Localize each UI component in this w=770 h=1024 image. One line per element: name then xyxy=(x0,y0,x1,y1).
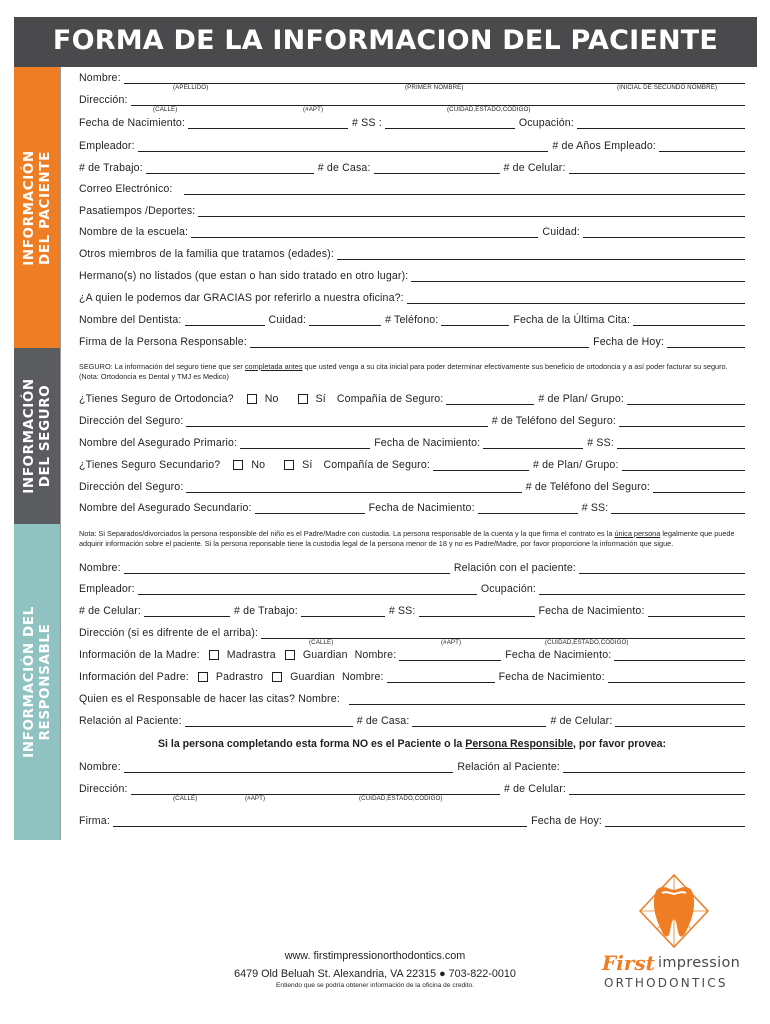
input-fecha-nac-sec[interactable] xyxy=(478,503,578,514)
label-ss-sec: # SS: xyxy=(581,502,609,514)
label-si: Sí xyxy=(315,393,326,405)
label-direccion-seguro: Dirección del Seguro: xyxy=(79,415,184,427)
sub-apellido: (APELLIDO) xyxy=(173,84,209,91)
field-padre xyxy=(79,669,745,685)
label-madre-nombre: Nombre: xyxy=(354,649,397,661)
label-seguro-ortodoncia: ¿Tienes Seguro de Ortodoncia? xyxy=(79,393,234,405)
sub-inicial: (INICIAL DE SECUNDO NOMBRE) xyxy=(617,84,718,91)
sub-ciudad: (CUIDAD,ESTADO,CODIGO) xyxy=(447,106,531,113)
label-resp-trabajo: # de Trabajo: xyxy=(234,605,298,617)
input-gracias[interactable] xyxy=(407,293,745,304)
completing-heading xyxy=(79,738,745,750)
field-fecha-ss-ocupacion xyxy=(79,115,745,131)
checkbox-ortodoncia-si[interactable] xyxy=(298,394,308,404)
tooth-logo-icon xyxy=(638,873,710,949)
checkbox-guardian-madre[interactable] xyxy=(285,650,295,660)
label-padre-nombre: Nombre: xyxy=(341,671,384,683)
input-resp-relacion[interactable] xyxy=(579,563,745,574)
field-dentista xyxy=(79,312,745,328)
label-no: No xyxy=(264,393,279,405)
label-comp-fecha-hoy: Fecha de Hoy: xyxy=(531,815,602,827)
label-nombre: Nombre: xyxy=(79,72,121,84)
field-direccion-seguro-sec xyxy=(79,479,745,495)
input-telefono-seguro-sec[interactable] xyxy=(653,482,745,493)
field-asegurado-primario xyxy=(79,435,745,451)
checkbox-secundario-no[interactable] xyxy=(233,460,243,470)
label-fecha-hoy: Fecha de Hoy: xyxy=(593,336,664,348)
input-empleador[interactable] xyxy=(138,141,549,152)
sub-primer-nombre: (PRIMER NOMBRE) xyxy=(405,84,464,91)
logo-orthodontics: ORTHODONTICS xyxy=(604,976,728,990)
input-comp-direccion[interactable] xyxy=(131,784,500,795)
sub-comp-ciudad: (CUIDAD,ESTADO,CODIGO) xyxy=(359,795,443,802)
label-direccion-seguro-sec: Dirección del Seguro: xyxy=(79,481,184,493)
label-direccion: Dirección: xyxy=(79,94,128,106)
completing-heading-b: , por favor provea: xyxy=(573,738,667,750)
input-plan[interactable] xyxy=(627,394,745,405)
label-quien-citas: Quien es el Responsable de hacer las citas? Nombre: xyxy=(79,693,340,705)
label-compania-sec: Compañía de Seguro: xyxy=(323,459,430,471)
label-hermanos: Hermano(s) no listados (que estan o han sido tratado en otro lugar): xyxy=(79,270,409,282)
input-resp-trabajo[interactable] xyxy=(301,606,385,617)
field-correo xyxy=(79,181,745,197)
field-direccion-paciente xyxy=(79,92,745,113)
insurance-note xyxy=(79,362,747,381)
completing-heading-a: Si la persona completando esta forma NO es el Paciente o la xyxy=(157,738,463,750)
responsible-note-underline: única persona xyxy=(614,529,661,538)
field-comp-nombre xyxy=(79,759,745,775)
label-ocupacion: Ocupación: xyxy=(518,117,574,129)
input-otros-miembros[interactable] xyxy=(337,249,745,260)
label-ss-asegurado: # SS: xyxy=(587,437,614,449)
input-ciudad-dentista[interactable] xyxy=(309,315,381,326)
section-divider xyxy=(60,67,61,348)
sub-resp-calle: (CALLE) xyxy=(309,639,334,646)
field-comp-firma xyxy=(79,813,745,829)
label-fecha-nac-sec: Fecha de Nacimiento: xyxy=(368,502,475,514)
sub-calle: (CALLE) xyxy=(153,106,178,113)
insurance-note-b: que usted venga a su cita inicial para poder determinar efectivamente sus beneficio de ortodoncia y a así poder facturar su seguro. (Nota: Ortodoncia es Dental y TMJ es Medico) xyxy=(79,362,728,381)
label-celular-resp: # de Celular: xyxy=(550,715,613,727)
field-firma-responsable xyxy=(79,334,745,350)
label-anos-empleado: # de Años Empleado: xyxy=(552,140,656,152)
input-telefono-dentista[interactable] xyxy=(441,315,509,326)
section-tab-responsable-line2: RESPONSABLE xyxy=(37,623,54,741)
section-tab-paciente xyxy=(14,67,60,348)
label-comp-firma: Firma: xyxy=(79,815,110,827)
label-resp-direccion: Dirección (si es difrente de el arriba): xyxy=(79,627,259,639)
label-compania: Compañía de Seguro: xyxy=(336,393,444,405)
responsible-note-b: legalmente que puede adquirir información sobre el paciente. Si la persona reponsable tiene la custodia legal de la persona menor de 18 y no es Padre/Madre, por favor proporcione la información que sigue. xyxy=(79,529,735,548)
input-ss[interactable] xyxy=(385,118,515,129)
label-empleador: Empleador: xyxy=(79,140,135,152)
input-telefono-seguro[interactable] xyxy=(619,416,745,427)
field-gracias xyxy=(79,290,745,306)
input-resp-celular[interactable] xyxy=(144,606,230,617)
label-comp-celular: # de Celular: xyxy=(503,783,566,795)
input-asegurado-sec[interactable] xyxy=(255,503,365,514)
label-guardian-padre: Guardian xyxy=(290,671,335,683)
input-correo[interactable] xyxy=(184,184,745,195)
input-celular[interactable] xyxy=(569,163,745,174)
input-comp-celular[interactable] xyxy=(569,784,745,795)
label-ciudad-escuela: Cuidad: xyxy=(542,226,580,238)
input-resp-nombre[interactable] xyxy=(124,563,450,574)
label-ultima-cita: Fecha de la Última Cita: xyxy=(513,314,631,326)
input-ss-sec[interactable] xyxy=(611,503,745,514)
section-tab-seguro xyxy=(14,348,60,524)
label-padre-fecha-nac: Fecha de Nacimiento: xyxy=(498,671,605,683)
checkbox-padrastro[interactable] xyxy=(198,672,208,682)
label-si-sec: Sí xyxy=(302,459,313,471)
field-comp-direccion xyxy=(79,781,745,802)
section-tab-seguro-line1: INFORMACIÓN xyxy=(21,378,38,494)
input-hermanos[interactable] xyxy=(411,271,745,282)
label-resp-empleador: Empleador: xyxy=(79,583,135,595)
label-pasatiempos: Pasatiempos /Deportes: xyxy=(79,205,196,217)
field-quien-citas xyxy=(79,691,745,707)
checkbox-ortodoncia-no[interactable] xyxy=(247,394,257,404)
field-hermanos xyxy=(79,268,745,284)
label-trabajo: # de Trabajo: xyxy=(79,162,143,174)
label-padrastro: Padrastro xyxy=(215,671,264,683)
input-firma-responsable[interactable] xyxy=(250,337,589,348)
label-padre: Información del Padre: xyxy=(79,671,189,683)
field-nombre-paciente xyxy=(79,70,745,91)
label-guardian-madre: Guardian xyxy=(302,649,348,661)
input-resp-empleador[interactable] xyxy=(138,584,477,595)
insurance-note-a: SEGURO: La información del seguro tiene que ser xyxy=(79,362,243,371)
input-plan-sec[interactable] xyxy=(622,460,745,471)
input-compania-sec[interactable] xyxy=(433,460,529,471)
label-resp-celular: # de Celular: xyxy=(79,605,142,617)
section-tab-seguro-line2: DEL SEGURO xyxy=(37,384,54,488)
input-direccion-seguro-sec[interactable] xyxy=(186,482,521,493)
field-resp-telefonos xyxy=(79,603,745,619)
company-logo xyxy=(596,873,756,997)
field-resp-direccion xyxy=(79,625,745,646)
responsible-note-a: Nota: Si Separados/divorciados la persona responsible del niño es el Padre/Madre con custodia. La persona responsable de la cuenta y la que firma el contrato es la xyxy=(79,529,613,538)
input-madre-fecha-nac[interactable] xyxy=(614,650,745,661)
input-nombre[interactable] xyxy=(124,73,745,84)
sub-comp-apt: (#APT) xyxy=(245,795,266,802)
input-direccion-seguro[interactable] xyxy=(186,416,487,427)
input-quien-citas[interactable] xyxy=(349,694,745,705)
label-telefono-seguro-sec: # de Teléfono del Seguro: xyxy=(525,481,650,493)
checkbox-secundario-si[interactable] xyxy=(284,460,294,470)
input-resp-ocupacion[interactable] xyxy=(539,584,745,595)
label-telefono-dentista: # Teléfono: xyxy=(385,314,439,326)
section-divider xyxy=(60,348,61,524)
insurance-note-underline: completada antes xyxy=(244,362,303,371)
input-pasatiempos[interactable] xyxy=(198,206,745,217)
label-escuela: Nombre de la escuela: xyxy=(79,226,189,238)
input-resp-direccion[interactable] xyxy=(261,628,745,639)
label-resp-ss: # SS: xyxy=(388,605,416,617)
sub-resp-ciudad: (CUIDAD,ESTADO,CODIGO) xyxy=(545,639,629,646)
label-plan-sec: # de Plan/ Grupo: xyxy=(532,459,619,471)
input-dentista[interactable] xyxy=(185,315,265,326)
label-otros-miembros: Otros miembros de la familia que tratamos (edades): xyxy=(79,248,334,260)
field-asegurado-secundario xyxy=(79,500,745,516)
label-resp-fecha-nac: Fecha de Nacimiento: xyxy=(538,605,645,617)
label-madre: Información de la Madre: xyxy=(79,649,200,661)
input-compania[interactable] xyxy=(446,394,534,405)
field-resp-nombre xyxy=(79,560,745,576)
input-ocupacion[interactable] xyxy=(577,118,745,129)
label-ss: # SS : xyxy=(352,117,382,129)
input-casa-resp[interactable] xyxy=(412,716,546,727)
input-ciudad-escuela[interactable] xyxy=(583,227,745,238)
label-madrastra: Madrastra xyxy=(226,649,276,661)
field-escuela xyxy=(79,224,745,240)
input-direccion[interactable] xyxy=(131,95,745,106)
responsible-note xyxy=(79,529,747,548)
input-casa[interactable] xyxy=(374,163,500,174)
label-gracias: ¿A quien le podemos dar GRACIAS por referirlo a nuestra oficina?: xyxy=(79,292,404,304)
input-fecha-nac-asegurado[interactable] xyxy=(483,438,583,449)
checkbox-guardian-padre[interactable] xyxy=(272,672,282,682)
field-seguro-secundario xyxy=(79,457,745,473)
footer-disclaimer: Entiendo que se podría obtener información de la oficina de credito. xyxy=(276,982,474,989)
label-resp-ocupacion: Ocupación: xyxy=(480,583,536,595)
logo-first: First xyxy=(602,951,655,975)
input-ss-asegurado[interactable] xyxy=(617,438,745,449)
logo-impression: impression xyxy=(658,955,741,971)
input-celular-resp[interactable] xyxy=(615,716,745,727)
label-correo: Correo Electrónico: xyxy=(79,183,173,195)
sub-resp-apt: (#APT) xyxy=(441,639,462,646)
field-pasatiempos xyxy=(79,203,745,219)
input-anos-empleado[interactable] xyxy=(659,141,745,152)
field-otros-miembros xyxy=(79,246,745,262)
section-tab-responsable xyxy=(14,524,60,840)
footer-address: 6479 Old Beluah St. Alexandria, VA 22315 ● 703-822-0010 xyxy=(234,968,516,980)
section-tab-paciente-line1: INFORMACIÓN xyxy=(21,149,38,266)
label-telefono-seguro: # de Teléfono del Seguro: xyxy=(491,415,616,427)
label-resp-relacion: Relación con el paciente: xyxy=(453,562,576,574)
input-fecha-hoy[interactable] xyxy=(667,337,745,348)
input-padre-nombre[interactable] xyxy=(387,672,495,683)
label-relacion-paciente: Relación al Paciente: xyxy=(79,715,182,727)
label-asegurado-sec: Nombre del Asegurado Secundario: xyxy=(79,502,252,514)
label-casa: # de Casa: xyxy=(317,162,371,174)
input-asegurado[interactable] xyxy=(240,438,370,449)
label-dentista: Nombre del Dentista: xyxy=(79,314,182,326)
label-comp-nombre: Nombre: xyxy=(79,761,121,773)
input-comp-firma[interactable] xyxy=(113,816,527,827)
field-seguro-ortodoncia xyxy=(79,391,745,407)
field-empleador xyxy=(79,138,745,154)
input-padre-fecha-nac[interactable] xyxy=(608,672,745,683)
section-divider xyxy=(60,524,61,840)
label-celular: # de Celular: xyxy=(503,162,566,174)
input-resp-fecha-nac[interactable] xyxy=(648,606,745,617)
label-firma-responsable: Firma de la Persona Responsable: xyxy=(79,336,247,348)
field-relacion-paciente xyxy=(79,713,745,729)
input-relacion-paciente[interactable] xyxy=(185,716,353,727)
input-comp-fecha-hoy[interactable] xyxy=(605,816,745,827)
label-madre-fecha-nac: Fecha de Nacimiento: xyxy=(505,649,612,661)
label-casa-resp: # de Casa: xyxy=(356,715,410,727)
form-title: FORMA DE LA INFORMACION DEL PACIENTE xyxy=(14,17,757,67)
field-resp-empleador xyxy=(79,581,745,597)
field-telefonos xyxy=(79,160,745,176)
completing-heading-underline: Persona Responsible xyxy=(465,738,574,750)
input-trabajo[interactable] xyxy=(146,163,314,174)
label-no-sec: No xyxy=(251,459,266,471)
label-asegurado: Nombre del Asegurado Primario: xyxy=(79,437,238,449)
input-resp-ss[interactable] xyxy=(419,606,535,617)
input-escuela[interactable] xyxy=(191,227,538,238)
sub-apt: (#APT) xyxy=(303,106,324,113)
label-fecha-nac-asegurado: Fecha de Nacimiento: xyxy=(374,437,481,449)
label-ciudad-dentista: Cuidad: xyxy=(268,314,307,326)
input-fecha-nac[interactable] xyxy=(188,118,348,129)
input-ultima-cita[interactable] xyxy=(633,315,745,326)
label-comp-direccion: Dirección: xyxy=(79,783,128,795)
field-direccion-seguro xyxy=(79,413,745,429)
label-plan: # de Plan/ Grupo: xyxy=(538,393,624,405)
label-comp-relacion: Relación al Paciente: xyxy=(457,761,560,773)
label-fecha-nac: Fecha de Nacimiento: xyxy=(79,117,186,129)
checkbox-madrastra[interactable] xyxy=(209,650,219,660)
input-madre-nombre[interactable] xyxy=(399,650,501,661)
sub-comp-calle: (CALLE) xyxy=(173,795,198,802)
label-resp-nombre: Nombre: xyxy=(79,562,121,574)
label-seguro-secundario: ¿Tienes Seguro Secundario? xyxy=(79,459,221,471)
section-tab-responsable-line1: INFORMACIÓN DEL xyxy=(21,606,38,758)
section-tab-paciente-line2: DEL PACIENTE xyxy=(37,150,54,265)
field-madre xyxy=(79,647,745,663)
input-comp-nombre[interactable] xyxy=(124,762,454,773)
footer-website[interactable]: www. firstimpressionorthodontics.com xyxy=(284,950,466,962)
input-comp-relacion[interactable] xyxy=(563,762,745,773)
